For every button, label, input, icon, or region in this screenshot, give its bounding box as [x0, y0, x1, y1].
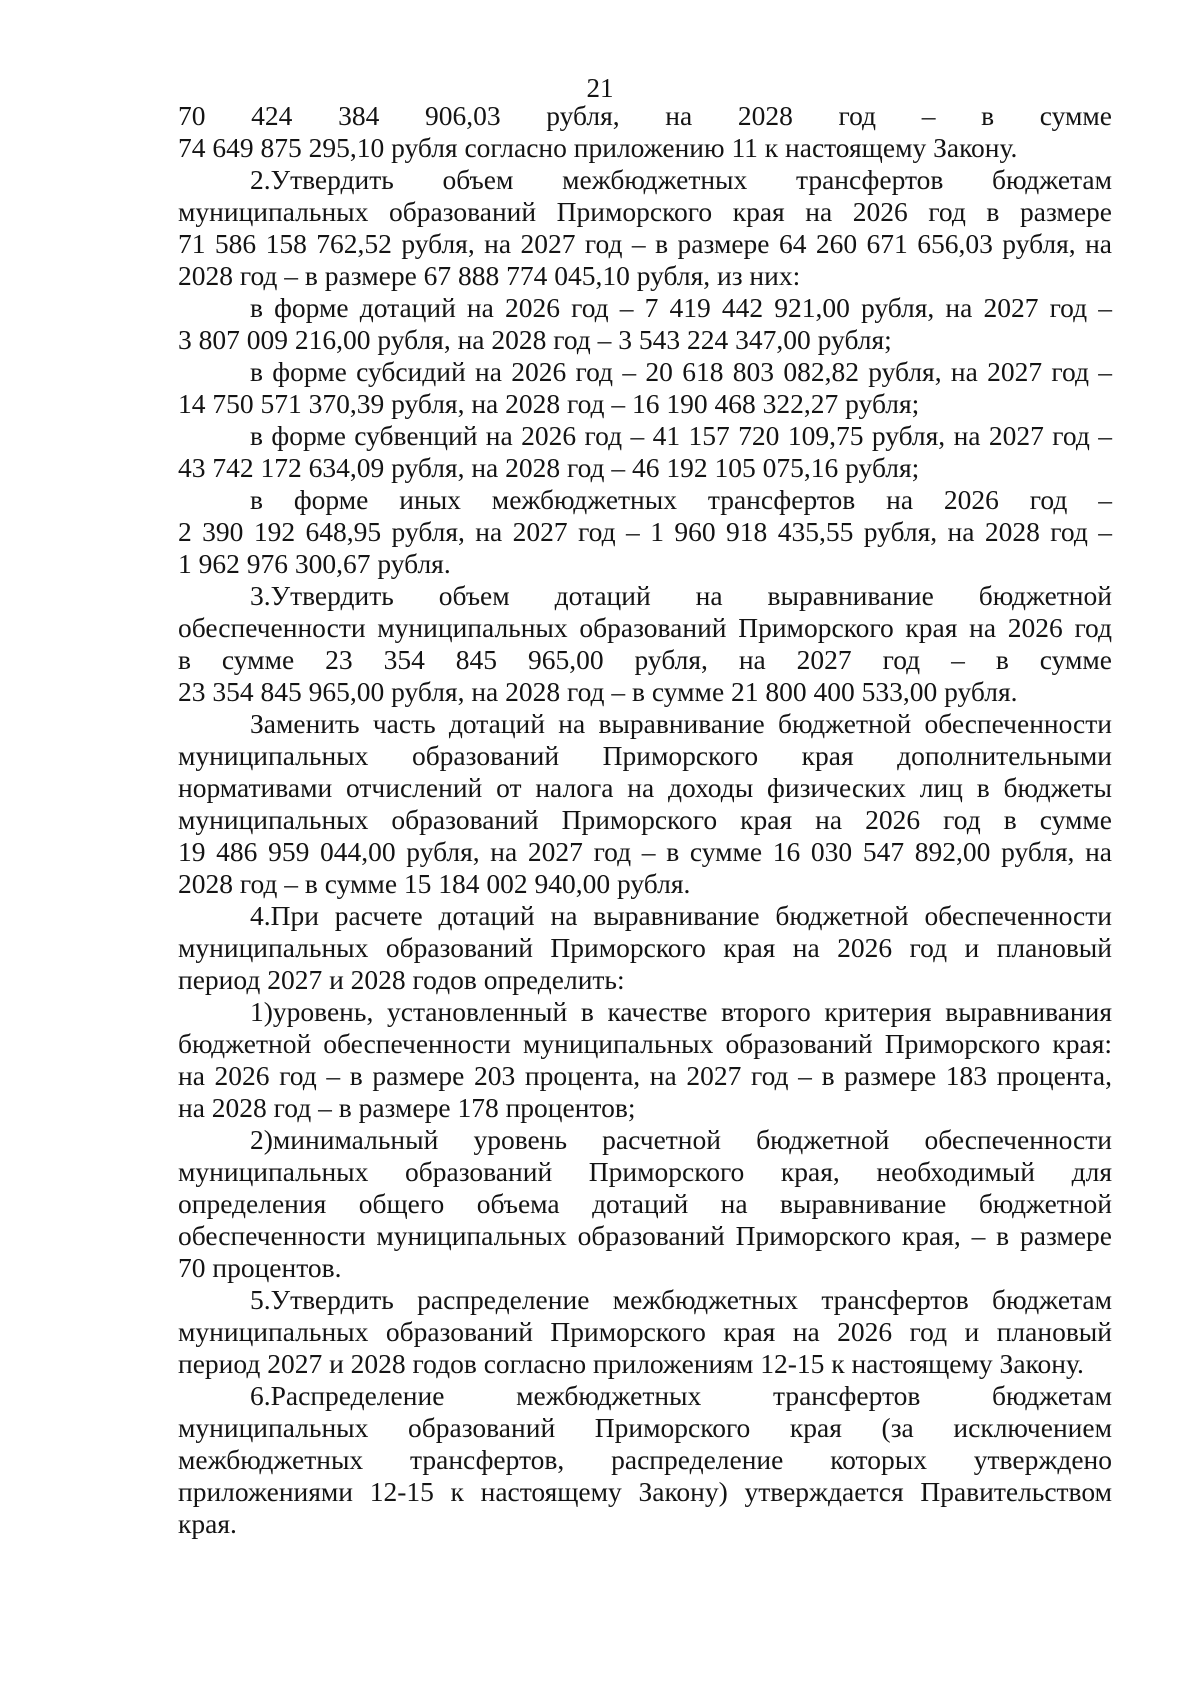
text-line: 2 390 192 648,95 рубля, на 2027 год – 1 960 918 435,55 рубля, на 2028 год –	[178, 516, 1112, 547]
text-line: период 2027 и 2028 годов определить:	[178, 964, 625, 995]
text-line: бюджетной обеспеченности муниципальных образований Приморского края:	[178, 1028, 1112, 1059]
text-line: 71 586 158 762,52 рубля, на 2027 год – в размере 64 260 671 656,03 рубля, на	[178, 228, 1112, 259]
text-line: 19 486 959 044,00 рубля, на 2027 год – в сумме 16 030 547 892,00 рубля, на	[178, 836, 1112, 867]
text-line: 1)уровень, установленный в качестве второго критерия выравнивания	[250, 996, 1112, 1027]
text-line: 43 742 172 634,09 рубля, на 2028 год – 46 192 105 075,16 рубля;	[178, 452, 920, 483]
text-line: 5.Утвердить распределение межбюджетных трансфертов бюджетам	[250, 1284, 1112, 1315]
text-line: 1 962 976 300,67 рубля.	[178, 548, 451, 579]
text-line: 2)минимальный уровень расчетной бюджетной обеспеченности	[250, 1124, 1112, 1155]
text-line: 6.Распределение межбюджетных трансфертов бюджетам	[250, 1380, 1112, 1411]
text-line: в форме иных межбюджетных трансфертов на 2026 год –	[250, 484, 1112, 515]
text-line: на 2028 год – в размере 178 процентов;	[178, 1092, 636, 1123]
text-line: муниципальных образований Приморского края дополнительными	[178, 740, 1112, 771]
text-line: в форме дотаций на 2026 год – 7 419 442 921,00 рубля, на 2027 год –	[250, 292, 1112, 323]
text-line: в сумме 23 354 845 965,00 рубля, на 2027 год – в сумме	[178, 644, 1112, 675]
document-body	[178, 100, 1112, 1540]
text-line: 74 649 875 295,10 рубля согласно приложению 11 к настоящему Закону.	[178, 132, 1018, 163]
text-line: муниципальных образований Приморского края на 2026 год и плановый	[178, 1316, 1112, 1347]
text-line: 2.Утвердить объем межбюджетных трансфертов бюджетам	[250, 164, 1112, 195]
text-line: в форме субвенций на 2026 год – 41 157 720 109,75 рубля, на 2027 год –	[250, 420, 1112, 451]
text-line: 70 процентов.	[178, 1252, 342, 1283]
text-line: муниципальных образований Приморского края (за исключением	[178, 1412, 1112, 1443]
text-line: определения общего объема дотаций на выравнивание бюджетной	[178, 1188, 1112, 1219]
text-line: 70 424 384 906,03 рубля, на 2028 год – в сумме	[178, 100, 1112, 131]
text-line: 2028 год – в размере 67 888 774 045,10 рубля, из них:	[178, 260, 801, 291]
text-line: приложениями 12-15 к настоящему Закону) утверждается Правительством	[178, 1476, 1112, 1507]
text-line: 3.Утвердить объем дотаций на выравнивание бюджетной	[250, 580, 1112, 611]
text-line: межбюджетных трансфертов, распределение которых утверждено	[178, 1444, 1112, 1475]
text-line: обеспеченности муниципальных образований Приморского края, – в размере	[178, 1220, 1112, 1251]
text-line: обеспеченности муниципальных образований Приморского края на 2026 год	[178, 612, 1112, 643]
text-line: 2028 год – в сумме 15 184 002 940,00 рубля.	[178, 868, 691, 899]
text-line: муниципальных образований Приморского края на 2026 год и плановый	[178, 932, 1112, 963]
text-line: муниципальных образований Приморского края на 2026 год в размере	[178, 196, 1112, 227]
text-line: муниципальных образований Приморского края, необходимый для	[178, 1156, 1112, 1187]
text-line: период 2027 и 2028 годов согласно приложениям 12-15 к настоящему Закону.	[178, 1348, 1084, 1379]
text-line: в форме субсидий на 2026 год – 20 618 803 082,82 рубля, на 2027 год –	[250, 356, 1112, 387]
text-line: 14 750 571 370,39 рубля, на 2028 год – 16 190 468 322,27 рубля;	[178, 388, 920, 419]
text-line: 3 807 009 216,00 рубля, на 2028 год – 3 543 224 347,00 рубля;	[178, 324, 892, 355]
text-line: края.	[178, 1508, 237, 1539]
text-line: нормативами отчислений от налога на доходы физических лиц в бюджеты	[178, 772, 1112, 803]
text-line: 23 354 845 965,00 рубля, на 2028 год – в сумме 21 800 400 533,00 рубля.	[178, 676, 1018, 707]
text-line: на 2026 год – в размере 203 процента, на 2027 год – в размере 183 процента,	[178, 1060, 1112, 1091]
text-line: Заменить часть дотаций на выравнивание бюджетной обеспеченности	[250, 708, 1112, 739]
text-line: муниципальных образований Приморского края на 2026 год в сумме	[178, 804, 1112, 835]
page-number: 21	[586, 73, 614, 103]
text-line: 4.При расчете дотаций на выравнивание бюджетной обеспеченности	[250, 900, 1112, 931]
